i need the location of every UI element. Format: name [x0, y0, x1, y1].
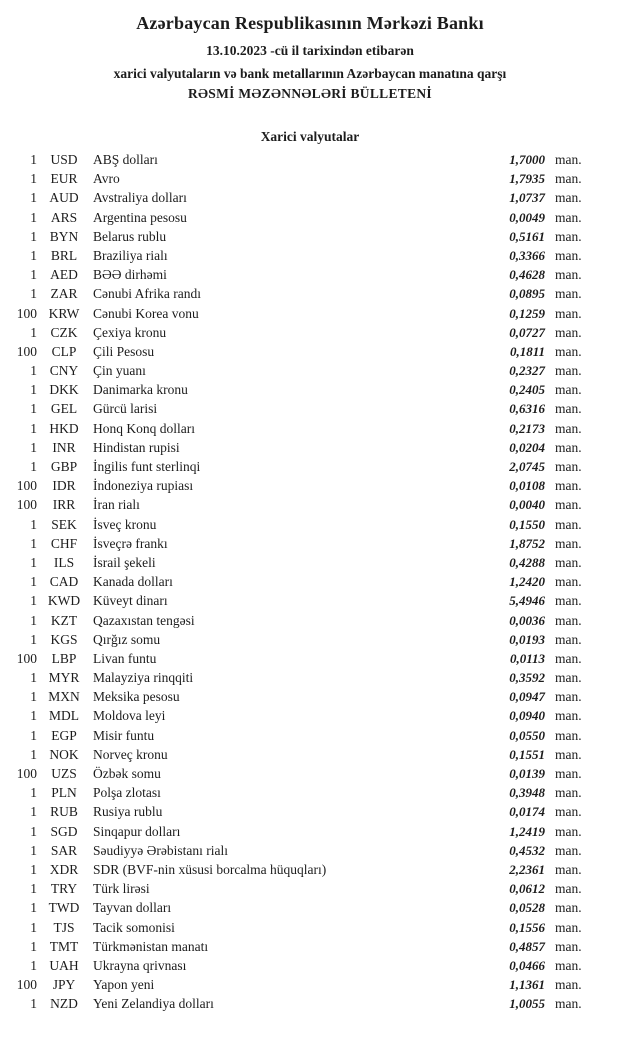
- currency-quantity: 1: [30, 420, 37, 436]
- currency-unit: man.: [555, 670, 582, 686]
- currency-row: [0, 150, 620, 169]
- currency-unit: man.: [555, 708, 582, 724]
- currency-rate: 1,0055: [509, 996, 545, 1012]
- currency-code: CHF: [50, 535, 78, 551]
- currency-unit: man.: [555, 324, 582, 340]
- currency-row: [0, 783, 620, 802]
- currency-code: AUD: [49, 190, 79, 206]
- currency-code: TWD: [48, 900, 80, 916]
- currency-rate: 0,1811: [509, 343, 545, 359]
- currency-name: Polşa zlotası: [93, 785, 161, 801]
- currency-unit: man.: [555, 938, 582, 954]
- currency-code: SAR: [50, 842, 78, 858]
- currency-name: Malayziya rinqqiti: [93, 670, 194, 686]
- currency-name: Braziliya rialı: [93, 247, 168, 263]
- currency-code: TRY: [50, 881, 78, 897]
- currency-row: [0, 188, 620, 207]
- currency-rate: 1,0737: [509, 190, 545, 206]
- currency-unit: man.: [555, 497, 582, 513]
- currency-quantity: 1: [30, 785, 37, 801]
- currency-code: MYR: [48, 670, 80, 686]
- currency-unit: man.: [555, 516, 582, 532]
- currency-quantity: 1: [30, 554, 37, 570]
- currency-name: Avro: [93, 171, 120, 187]
- currency-name: Meksika pesosu: [93, 689, 180, 705]
- currency-row: [0, 764, 620, 783]
- currency-code: BRL: [50, 247, 78, 263]
- currency-name: Norveç kronu: [93, 746, 168, 762]
- currency-rate: 2,0745: [509, 459, 545, 474]
- currency-name: Honq Konq dolları: [93, 420, 195, 436]
- currency-quantity: 1: [30, 382, 37, 398]
- currency-code: TJS: [53, 919, 75, 935]
- currency-code: BYN: [49, 228, 79, 244]
- currency-code: USD: [50, 152, 78, 167]
- currency-unit: man.: [555, 881, 582, 897]
- currency-quantity: 1: [30, 171, 37, 187]
- currency-unit: man.: [555, 535, 582, 551]
- currency-quantity: 1: [30, 152, 37, 167]
- currency-row: [0, 822, 620, 841]
- currency-code: EGP: [51, 727, 77, 743]
- currency-row: [0, 476, 620, 495]
- currency-name: Səudiyyə Ərəbistanı rialı: [93, 842, 228, 858]
- currency-unit: man.: [555, 363, 582, 379]
- currency-rate: 0,2173: [509, 420, 545, 436]
- currency-rate: 1,7935: [509, 171, 545, 187]
- currency-rate: 5,4946: [509, 593, 545, 609]
- currency-rate: 0,2405: [509, 382, 545, 398]
- currency-row: [0, 380, 620, 399]
- currency-name: Belarus rublu: [93, 228, 167, 244]
- currency-name: İran rialı: [93, 497, 140, 513]
- currency-name: İngilis funt sterlinqi: [93, 459, 201, 474]
- currency-rate: 0,0466: [509, 957, 545, 973]
- currency-rate: 0,0727: [509, 324, 545, 340]
- currency-unit: man.: [555, 842, 582, 858]
- currency-quantity: 100: [16, 478, 37, 494]
- currency-rate: 2,2361: [509, 861, 545, 877]
- currency-rate: 0,0113: [509, 650, 545, 666]
- currency-quantity: 1: [30, 324, 37, 340]
- currency-unit: man.: [555, 574, 582, 590]
- currency-unit: man.: [555, 804, 582, 820]
- rates-table: [0, 150, 620, 1013]
- currency-rate: 0,4288: [509, 554, 545, 570]
- currency-code: CAD: [49, 574, 79, 590]
- currency-unit: man.: [555, 459, 582, 474]
- currency-unit: man.: [555, 861, 582, 877]
- currency-quantity: 1: [30, 938, 37, 954]
- currency-name: Sinqapur dolları: [93, 823, 181, 839]
- document-header: [0, 0, 620, 102]
- currency-quantity: 1: [30, 516, 37, 532]
- currency-quantity: 1: [30, 881, 37, 897]
- bulletin-title: RƏSMİ MƏZƏNNƏLƏRİ BÜLLETENİ: [187, 86, 432, 101]
- currency-rate: 0,4857: [509, 938, 545, 954]
- currency-unit: man.: [555, 593, 582, 609]
- section-title-foreign-currencies: Xarici valyutalar: [260, 129, 360, 144]
- currency-code: ARS: [50, 209, 78, 225]
- currency-quantity: 100: [16, 977, 37, 993]
- currency-quantity: 100: [16, 343, 37, 359]
- currency-rate: 0,1259: [509, 305, 545, 321]
- currency-unit: man.: [555, 650, 582, 666]
- currency-quantity: 100: [16, 305, 37, 321]
- bulletin-subtitle: xarici valyutaların və bank metallarının Azərbaycan manatına qarşı: [113, 66, 507, 81]
- currency-unit: man.: [555, 900, 582, 916]
- currency-quantity: 1: [30, 228, 37, 244]
- currency-name: İndoneziya rupiası: [93, 478, 194, 494]
- currency-code: PLN: [51, 785, 77, 801]
- currency-code: HKD: [49, 420, 79, 436]
- currency-rate: 0,0550: [509, 727, 545, 743]
- currency-name: İsveçrə frankı: [93, 535, 168, 551]
- currency-row: [0, 323, 620, 342]
- currency-code: IDR: [52, 478, 76, 494]
- currency-code: GBP: [50, 459, 78, 474]
- currency-name: Livan funtu: [93, 650, 157, 666]
- currency-row: [0, 611, 620, 630]
- currency-unit: man.: [555, 746, 582, 762]
- currency-unit: man.: [555, 919, 582, 935]
- currency-rate: 0,0947: [509, 689, 545, 705]
- currency-rate: 0,0612: [509, 881, 545, 897]
- currency-rate: 0,1556: [509, 919, 545, 935]
- currency-unit: man.: [555, 785, 582, 801]
- currency-name: Türkmənistan manatı: [93, 938, 209, 954]
- currency-unit: man.: [555, 267, 582, 283]
- currency-unit: man.: [555, 957, 582, 973]
- currency-name: Cənubi Afrika randı: [93, 286, 201, 302]
- currency-quantity: 1: [30, 439, 37, 455]
- currency-name: Moldova leyi: [93, 708, 166, 724]
- currency-code: CNY: [49, 363, 79, 379]
- currency-unit: man.: [555, 554, 582, 570]
- currency-name: Avstraliya dolları: [93, 190, 187, 206]
- currency-quantity: 1: [30, 900, 37, 916]
- currency-quantity: 1: [30, 804, 37, 820]
- currency-name: Danimarka kronu: [93, 382, 188, 398]
- currency-row: [0, 630, 620, 649]
- currency-quantity: 1: [30, 267, 37, 283]
- currency-unit: man.: [555, 977, 582, 993]
- currency-name: Rusiya rublu: [93, 804, 163, 820]
- currency-quantity: 1: [30, 593, 37, 609]
- currency-code: AED: [50, 267, 78, 283]
- currency-row: [0, 937, 620, 956]
- currency-rate: 0,0940: [509, 708, 545, 724]
- currency-name: Kanada dolları: [93, 574, 173, 590]
- currency-name: BƏƏ dirhəmi: [93, 267, 167, 283]
- currency-code: CLP: [51, 343, 77, 359]
- currency-row: [0, 534, 620, 553]
- currency-quantity: 1: [30, 631, 37, 647]
- currency-rate: 0,3948: [509, 785, 545, 801]
- currency-rate: 1,7000: [509, 152, 545, 167]
- currency-row: [0, 284, 620, 303]
- currency-row: [0, 457, 620, 476]
- currency-code: NZD: [50, 996, 78, 1012]
- currency-row: [0, 956, 620, 975]
- currency-unit: man.: [555, 382, 582, 398]
- currency-quantity: 1: [30, 247, 37, 263]
- currency-row: [0, 994, 620, 1013]
- currency-code: MXN: [48, 689, 80, 705]
- currency-quantity: 100: [16, 497, 37, 513]
- currency-unit: man.: [555, 439, 582, 455]
- currency-row: [0, 438, 620, 457]
- currency-code: UAH: [49, 957, 79, 973]
- currency-row: [0, 745, 620, 764]
- currency-unit: man.: [555, 152, 582, 167]
- currency-row: [0, 419, 620, 438]
- currency-code: KGS: [50, 631, 78, 647]
- currency-rate: 0,5161: [509, 228, 545, 244]
- currency-name: Yapon yeni: [93, 977, 155, 993]
- currency-rate: 0,0895: [509, 286, 545, 302]
- currency-rate: 0,6316: [509, 401, 545, 417]
- currency-code: LBP: [51, 650, 77, 666]
- currency-rate: 1,2420: [509, 574, 545, 590]
- currency-row: [0, 668, 620, 687]
- currency-code: INR: [52, 439, 76, 455]
- currency-unit: man.: [555, 689, 582, 705]
- currency-quantity: 1: [30, 574, 37, 590]
- currency-quantity: 1: [30, 861, 37, 877]
- currency-rate: 0,0193: [509, 631, 545, 647]
- currency-name: Qazaxıstan tengəsi: [93, 612, 195, 628]
- currency-row: [0, 495, 620, 514]
- currency-unit: man.: [555, 190, 582, 206]
- currency-code: SEK: [51, 516, 77, 532]
- currency-code: KZT: [50, 612, 78, 628]
- currency-code: KWD: [47, 593, 81, 609]
- currency-unit: man.: [555, 478, 582, 494]
- currency-name: Özbək somu: [93, 766, 161, 781]
- currency-quantity: 1: [30, 708, 37, 724]
- currency-quantity: 1: [30, 689, 37, 705]
- currency-rate: 1,2419: [509, 823, 545, 839]
- currency-row: [0, 591, 620, 610]
- currency-row: [0, 361, 620, 380]
- currency-code: ZAR: [50, 286, 78, 302]
- currency-rate: 1,1361: [509, 977, 545, 993]
- currency-quantity: 1: [30, 727, 37, 743]
- currency-row: [0, 265, 620, 284]
- currency-quantity: 1: [30, 209, 37, 225]
- currency-row: [0, 208, 620, 227]
- effective-date-line: 13.10.2023 -cü il tarixindən etibarən: [206, 43, 414, 58]
- currency-quantity: 100: [16, 650, 37, 666]
- currency-quantity: 1: [30, 612, 37, 628]
- currency-row: [0, 553, 620, 572]
- currency-unit: man.: [555, 727, 582, 743]
- currency-name: Küveyt dinarı: [93, 593, 168, 609]
- currency-unit: man.: [555, 823, 582, 839]
- currency-rate: 0,4532: [509, 842, 545, 858]
- currency-unit: man.: [555, 612, 582, 628]
- currency-row: [0, 860, 620, 879]
- currency-quantity: 1: [30, 996, 37, 1012]
- currency-row: [0, 169, 620, 188]
- currency-row: [0, 898, 620, 917]
- currency-quantity: 1: [30, 670, 37, 686]
- currency-unit: man.: [555, 305, 582, 321]
- currency-name: Türk lirəsi: [93, 881, 150, 897]
- currency-name: Çin yuanı: [93, 363, 146, 379]
- currency-name: Cənubi Korea vonu: [93, 305, 199, 321]
- currency-rate: 0,3592: [509, 670, 545, 686]
- currency-row: [0, 572, 620, 591]
- currency-name: Hindistan rupisi: [93, 439, 180, 455]
- currency-row: [0, 227, 620, 246]
- currency-row: [0, 649, 620, 668]
- currency-row: [0, 918, 620, 937]
- currency-code: NOK: [49, 746, 79, 762]
- currency-code: XDR: [49, 861, 79, 877]
- currency-row: [0, 515, 620, 534]
- currency-row: [0, 687, 620, 706]
- currency-rate: 0,0174: [509, 804, 545, 820]
- currency-quantity: 1: [30, 190, 37, 206]
- currency-row: [0, 246, 620, 265]
- currency-quantity: 1: [30, 957, 37, 973]
- currency-code: KRW: [48, 305, 80, 321]
- currency-rate: 0,3366: [509, 247, 545, 263]
- currency-row: [0, 879, 620, 898]
- currency-code: EUR: [50, 171, 78, 187]
- currency-quantity: 100: [16, 766, 37, 781]
- currency-row: [0, 706, 620, 725]
- currency-rate: 0,1551: [509, 746, 545, 762]
- currency-row: [0, 304, 620, 323]
- currency-rate: 0,0049: [509, 209, 545, 225]
- currency-quantity: 1: [30, 823, 37, 839]
- currency-code: UZS: [51, 766, 77, 781]
- currency-code: SGD: [50, 823, 78, 839]
- currency-row: [0, 802, 620, 821]
- currency-name: Qırğız somu: [93, 631, 161, 647]
- currency-rate: 0,2327: [509, 363, 545, 379]
- currency-name: Çexiya kronu: [93, 324, 167, 340]
- currency-rate: 1,8752: [509, 535, 545, 551]
- currency-code: ILS: [53, 554, 75, 570]
- currency-unit: man.: [555, 420, 582, 436]
- currency-row: [0, 841, 620, 860]
- currency-rate: 0,0204: [509, 439, 545, 455]
- currency-unit: man.: [555, 631, 582, 647]
- currency-rate: 0,0528: [509, 900, 545, 916]
- currency-rate: 0,4628: [509, 267, 545, 283]
- currency-name: İsrail şekeli: [93, 554, 156, 570]
- currency-name: Yeni Zelandiya dolları: [93, 996, 214, 1012]
- bank-name-title: Azərbaycan Respublikasının Mərkəzi Bankı: [136, 13, 484, 33]
- currency-code: DKK: [49, 382, 79, 398]
- currency-name: Gürcü larisi: [93, 401, 158, 417]
- currency-unit: man.: [555, 766, 582, 781]
- currency-unit: man.: [555, 996, 582, 1012]
- currency-name: Ukrayna qrivnası: [93, 957, 187, 973]
- currency-code: RUB: [50, 804, 78, 820]
- currency-row: [0, 975, 620, 994]
- currency-rate: 0,0040: [509, 497, 545, 513]
- currency-row: [0, 342, 620, 361]
- currency-code: CZK: [50, 324, 78, 340]
- currency-quantity: 1: [30, 286, 37, 302]
- currency-name: ABŞ dolları: [93, 152, 158, 167]
- currency-code: GEL: [50, 401, 78, 417]
- currency-name: Çili Pesosu: [93, 343, 155, 359]
- currency-code: IRR: [52, 497, 76, 513]
- currency-rate: 0,0139: [509, 766, 545, 781]
- currency-quantity: 1: [30, 746, 37, 762]
- currency-quantity: 1: [30, 842, 37, 858]
- currency-rate: 0,0108: [509, 478, 545, 494]
- currency-quantity: 1: [30, 919, 37, 935]
- currency-unit: man.: [555, 209, 582, 225]
- currency-quantity: 1: [30, 459, 37, 474]
- currency-code: TMT: [49, 938, 79, 954]
- currency-name: Tayvan dolları: [93, 900, 172, 916]
- currency-name: Tacik somonisi: [93, 919, 175, 935]
- currency-name: Argentina pesosu: [93, 209, 187, 225]
- currency-unit: man.: [555, 228, 582, 244]
- currency-row: [0, 726, 620, 745]
- currency-code: JPY: [52, 977, 76, 993]
- currency-unit: man.: [555, 343, 582, 359]
- currency-rate: 0,0036: [509, 612, 545, 628]
- currency-unit: man.: [555, 247, 582, 263]
- currency-quantity: 1: [30, 363, 37, 379]
- currency-rate: 0,1550: [509, 516, 545, 532]
- currency-name: Misir funtu: [93, 727, 155, 743]
- currency-unit: man.: [555, 286, 582, 302]
- currency-name: SDR (BVF-nin xüsusi borcalma hüquqları): [93, 861, 327, 877]
- currency-quantity: 1: [30, 401, 37, 417]
- currency-quantity: 1: [30, 535, 37, 551]
- currency-code: MDL: [49, 708, 79, 724]
- currency-row: [0, 399, 620, 418]
- currency-unit: man.: [555, 171, 582, 187]
- currency-unit: man.: [555, 401, 582, 417]
- currency-name: İsveç kronu: [93, 516, 157, 532]
